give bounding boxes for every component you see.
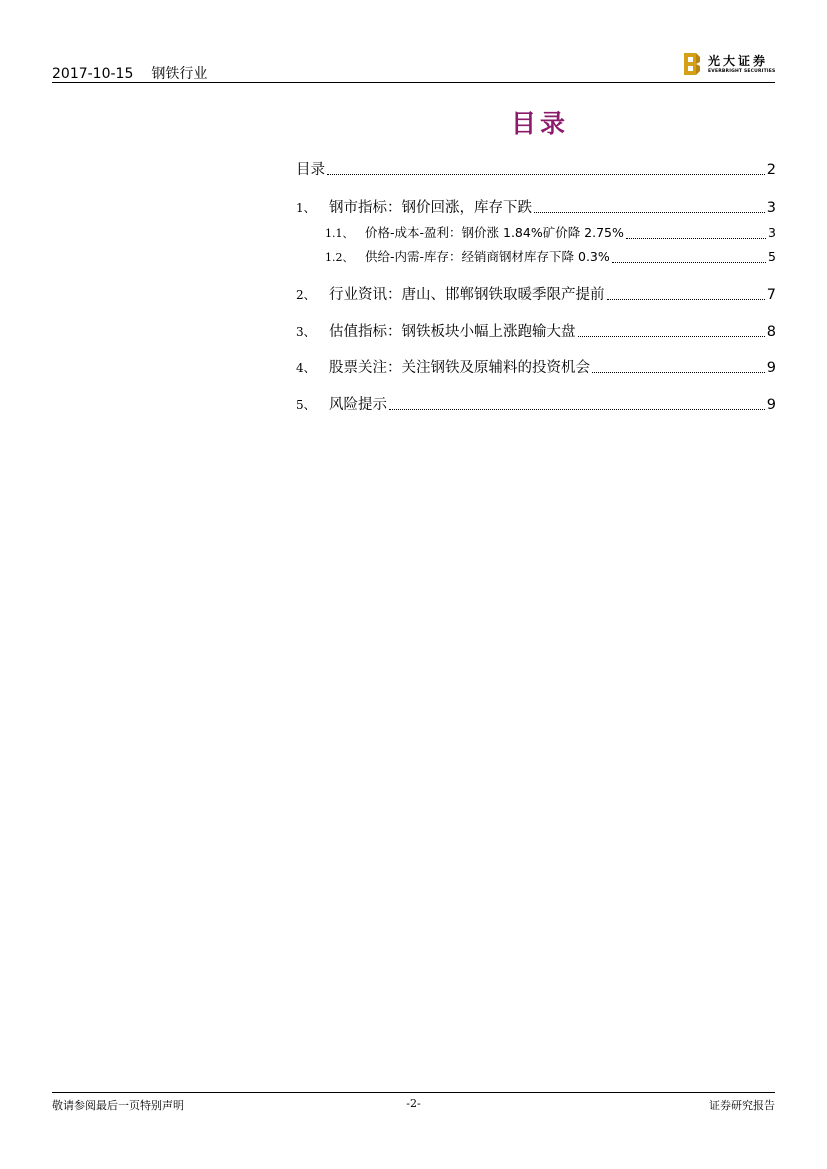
toc-entry-number: 1.1、: [325, 227, 354, 240]
toc-subentry[interactable]: [325, 247, 776, 267]
toc-entry-text: 行业资讯：唐山、邯郸钢铁取暖季限产提前: [329, 287, 605, 303]
toc-entry-text: 目录: [296, 162, 325, 178]
toc-entry-number: 2、: [296, 288, 316, 302]
toc-entry[interactable]: [296, 283, 776, 303]
toc-entry-number: 5、: [296, 398, 316, 412]
toc-page-number: 9: [766, 360, 776, 376]
everbright-logo: [683, 52, 779, 78]
logo-english-text: EVERBRIGHT SECURITIES: [708, 69, 776, 74]
toc-page-number: 9: [766, 397, 776, 413]
toc-entry-number: 1.2、: [325, 251, 354, 264]
toc-leader-dots: [534, 212, 765, 213]
toc-entry-text: 估值指标：钢铁板块小幅上涨跑输大盘: [329, 324, 576, 340]
footer-divider: [52, 1092, 775, 1093]
toc-page-number: 3: [766, 200, 776, 216]
date-text: 2017-10-15: [52, 66, 134, 82]
logo-mark-icon: [683, 52, 701, 76]
toc-entry[interactable]: [296, 158, 776, 178]
toc-entry-text: 风险提示: [329, 397, 387, 413]
toc-page-number: 5: [768, 249, 776, 264]
toc-leader-dots: [612, 262, 766, 263]
report-type: 证券研究报告: [709, 1099, 775, 1112]
toc-entry-text: 钢市指标：钢价回涨，库存下跌: [329, 200, 532, 216]
toc-leader-dots: [578, 336, 765, 337]
toc-page-number: 3: [768, 225, 776, 240]
toc-entry[interactable]: [296, 356, 776, 376]
toc-leader-dots: [626, 238, 766, 239]
toc-entry-text: 价格-成本-盈利：钢价涨 1.84%矿价降 2.75%: [365, 225, 624, 240]
toc-entry[interactable]: [296, 393, 776, 413]
logo-chinese-text: 光大证券: [708, 54, 769, 68]
page-number: -2-: [406, 1097, 421, 1110]
toc-subentry[interactable]: [325, 223, 776, 243]
toc-leader-dots: [592, 372, 765, 373]
industry-label: 钢铁行业: [151, 66, 208, 82]
toc-page-number: 7: [766, 287, 776, 303]
toc-entry-number: 4、: [296, 361, 316, 375]
toc-title: 目录: [510, 109, 569, 138]
toc-entry-number: 3、: [296, 325, 316, 339]
toc-page-number: 2: [766, 162, 776, 178]
toc-leader-dots: [389, 409, 765, 410]
toc-entry-text: 股票关注：关注钢铁及原辅料的投资机会: [329, 360, 590, 376]
toc-leader-dots: [327, 174, 765, 175]
toc-leader-dots: [607, 299, 765, 300]
toc-entry[interactable]: [296, 196, 776, 216]
toc-entry-number: 1、: [296, 201, 316, 215]
toc-page-number: 8: [766, 324, 776, 340]
toc-entry[interactable]: [296, 320, 776, 340]
header-divider: [52, 82, 775, 83]
toc-entry-text: 供给-内需-库存：经销商钢材库存下降 0.3%: [365, 249, 610, 264]
report-date: [52, 63, 207, 83]
disclaimer-note: 敬请参阅最后一页特别声明: [52, 1099, 184, 1112]
